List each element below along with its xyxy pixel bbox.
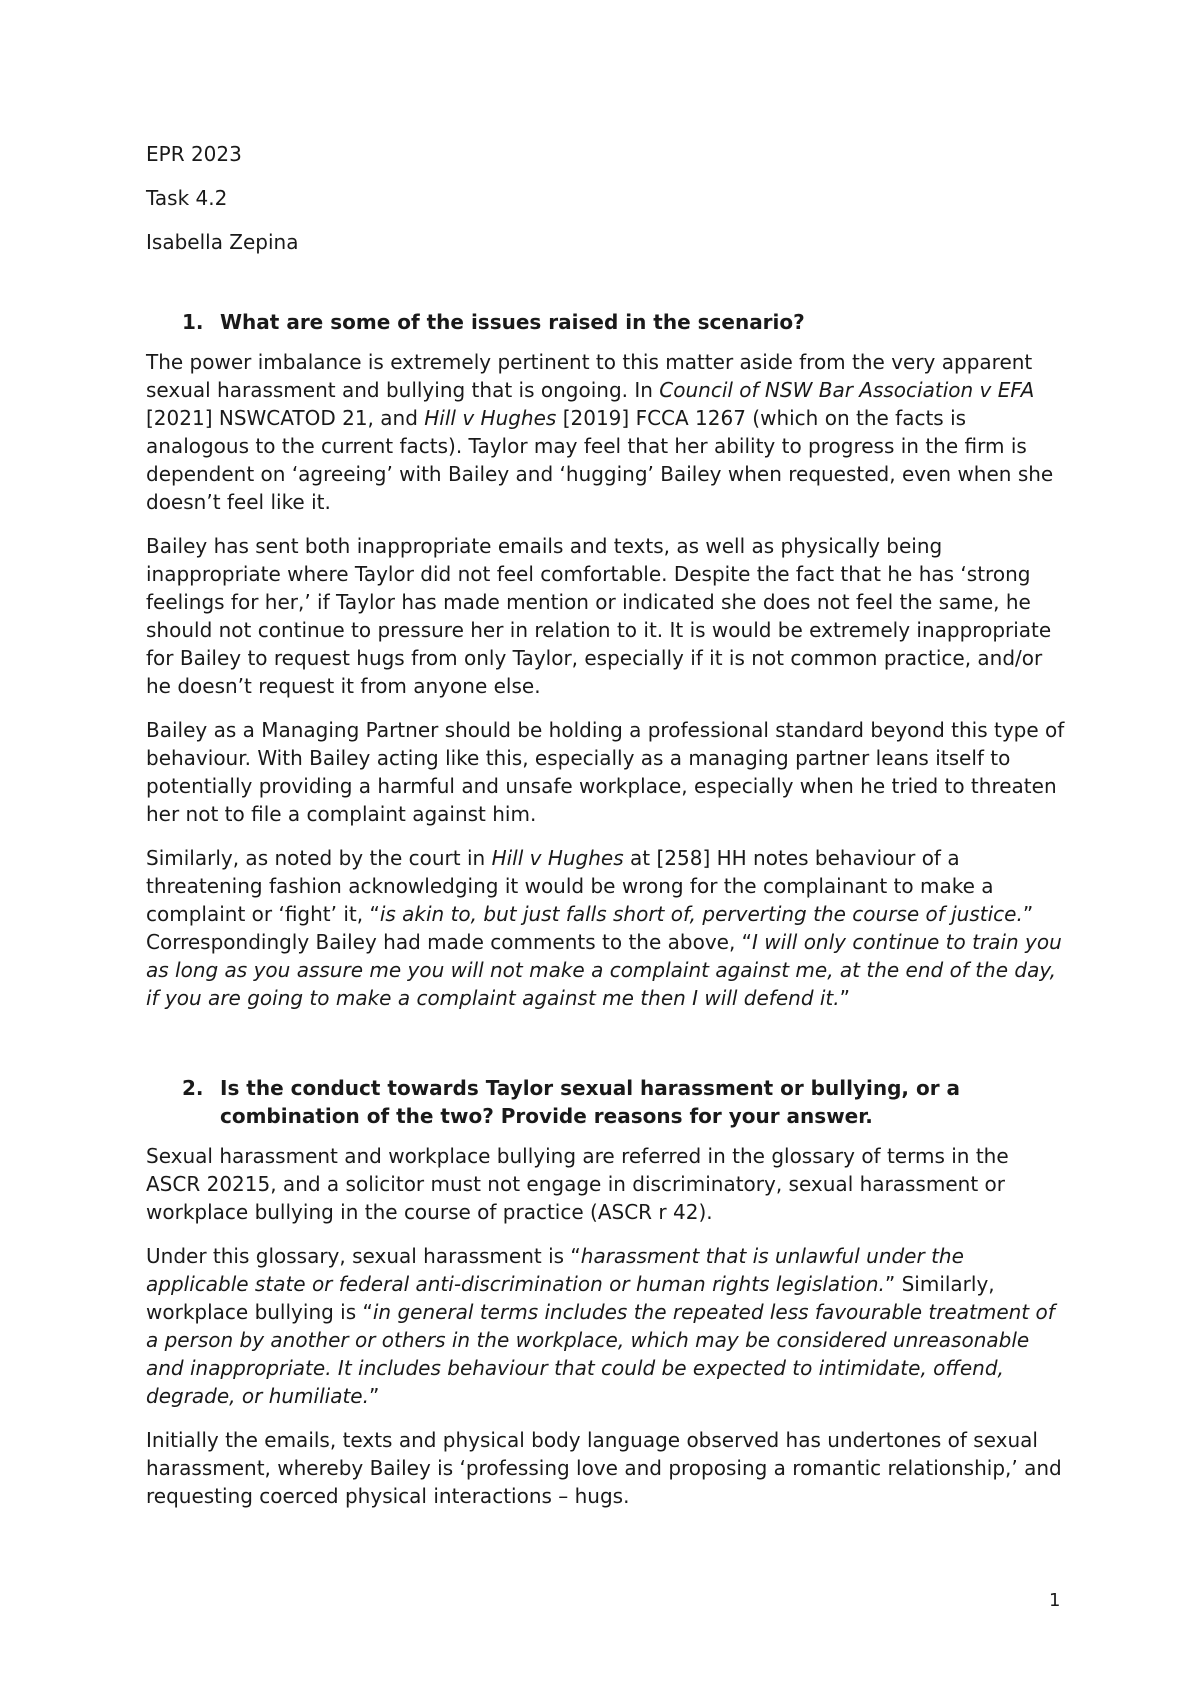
q2-paragraph-2 — [146, 1242, 1066, 1410]
spacer — [146, 272, 1066, 308]
text-run: ” Correspondingly Bailey had made comments to the above, “ — [146, 902, 1034, 954]
question-2-heading — [146, 1074, 1066, 1130]
text-run: [2021] NSWCATOD 21, and — [146, 406, 425, 430]
italic-quote: harassment that is unlawful under the applicable state or federal anti-discrimination or human rights legislation. — [146, 1244, 964, 1296]
task-title: Task 4.2 — [146, 186, 228, 210]
q1-paragraph-2: Bailey has sent both inappropriate emails and texts, as well as physically being inappropriate where Taylor did not feel comfortable. Despite the fact that he has ‘strong feelings for her,’ if Taylor has made mention or indicated she does not feel the same, he should not continue to pressure her in relation to it. It is would be extremely inappropriate for Bailey to request hugs from only Taylor, especially if it is not common practice, and/or he doesn’t request it from anyone else. — [146, 534, 1052, 698]
question-2-text: Is the conduct towards Taylor sexual harassment or bullying, or a combination of the two? Provide reasons for your answer. — [220, 1076, 961, 1128]
question-1-number: 1. — [182, 310, 204, 334]
text-run: The power imbalance is extremely pertinent to this matter aside from the very apparent sexual harassment and bullying that is ongoing. In — [146, 350, 1033, 402]
text-run: Similarly, as noted by the court in — [146, 846, 492, 870]
page-number: 1 — [1049, 1590, 1061, 1611]
text-run: Under this glossary, sexual harassment is “ — [146, 1244, 581, 1268]
q1-paragraph-3: Bailey as a Managing Partner should be holding a professional standard beyond this type of behaviour. With Bailey acting like this, especially as a managing partner leans itself to potentially providing a harmful and unsafe workplace, especially when he tried to threaten her not to file a complaint against him. — [146, 718, 1065, 826]
text-run: [2019] FCCA 1267 (which on the facts is analogous to the current facts). Taylor may feel that her ability to progress in the firm is dependent on ‘agreeing’ with Bailey and ‘hugging’ Bailey when requested, even when she doesn’t feel like it. — [146, 406, 1054, 514]
question-1-heading — [146, 308, 1066, 336]
question-1-text: What are some of the issues raised in the scenario? — [220, 310, 805, 334]
author-name: Isabella Zepina — [146, 230, 299, 254]
q2-paragraph-1: Sexual harassment and workplace bullying are referred in the glossary of terms in the ASCR 20215, and a solicitor must not engage in discriminatory, sexual harassment or workplace bullying in the course of practice (ASCR r 42). — [146, 1144, 1009, 1224]
q2-paragraph-3: Initially the emails, texts and physical body language observed has undertones of sexual harassment, whereby Bailey is ‘professing love and proposing a romantic relationship,’ and requesting coerced physical interactions – hugs. — [146, 1428, 1062, 1508]
q1-paragraph-1 — [146, 348, 1066, 516]
italic-quote: in general terms includes the repeated less favourable treatment of a person by another or others in the workplace, which may be considered unreasonable and inappropriate. It includes behaviour that could be expected to intimidate, offend, degrade, or humiliate. — [146, 1300, 1055, 1408]
text-run: at [258] HH notes behaviour of a threatening fashion acknowledging it would be wrong for the complainant to make a complaint or ‘fight’ it, “ — [146, 846, 994, 926]
document-body — [146, 140, 1066, 1526]
case-citation: Hill v Hughes — [424, 406, 557, 430]
italic-quote: is akin to, but just falls short of, perverting the course of justice. — [379, 902, 1023, 926]
spacer — [146, 1028, 1066, 1074]
q1-paragraph-4 — [146, 844, 1066, 1012]
italic-quote: I will only continue to train you as long as you assure me you will not make a complaint against me, at the end of the day, if you are going to make a complaint against me then I will defend it. — [146, 930, 1062, 1010]
case-citation: Council of NSW Bar Association v EFA — [659, 378, 1035, 402]
course-title: EPR 2023 — [146, 142, 242, 166]
case-citation: Hill v Hughes — [491, 846, 624, 870]
text-run: ” Similarly, workplace bullying is “ — [146, 1272, 995, 1324]
text-run: ” — [839, 986, 851, 1010]
text-run: ” — [368, 1384, 380, 1408]
question-2-number: 2. — [182, 1076, 204, 1100]
